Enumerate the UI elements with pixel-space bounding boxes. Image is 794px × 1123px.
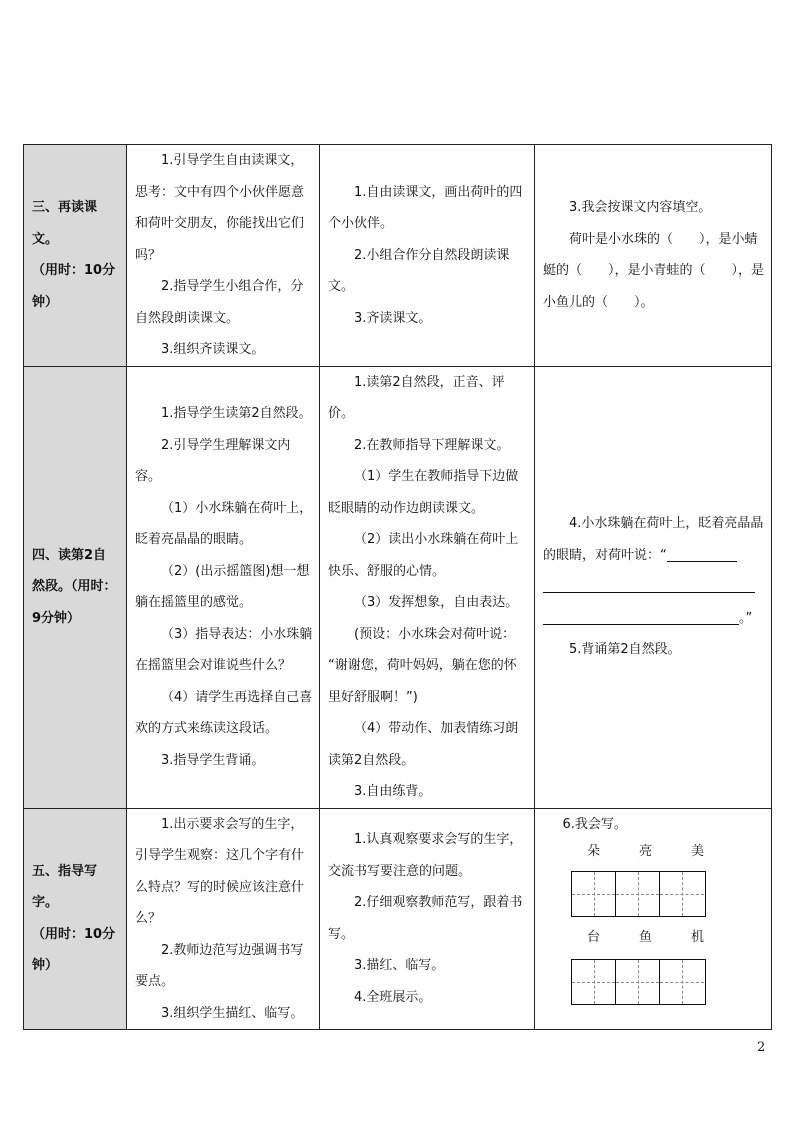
teacher-step: （4）请学生再选择自己喜欢的方式来练读这段话。	[135, 689, 313, 736]
student-step: 2.仔细观察教师范写，跟着书写。	[328, 895, 523, 942]
stage-title: 五、指导写字。	[32, 863, 98, 911]
table-row	[24, 145, 772, 367]
teacher-step: 3.指导学生背诵。	[161, 752, 265, 768]
student-activity-cell	[320, 366, 535, 808]
student-step: 1.认真观察要求会写的生字，交流书写要注意的问题。	[328, 832, 523, 879]
grid-cell[interactable]	[616, 960, 660, 1004]
practice-character: 亮	[639, 843, 653, 859]
grid-cell[interactable]	[660, 872, 704, 916]
teacher-step: 1.指导学生读第2自然段。	[161, 406, 312, 421]
practice-character: 台	[587, 929, 601, 945]
practice-character: 鱼	[639, 929, 653, 945]
teacher-step: （2）(出示摇篮图)想一想躺在摇篮里的感觉。	[135, 563, 310, 610]
student-step: 1.读第2自然段，正音、评价。	[328, 374, 505, 421]
teacher-step: 1.出示要求会写的生字，引导学生观察：这几个字有什么特点？写的时候应该注意什么？	[135, 816, 305, 926]
grid-cell[interactable]	[572, 872, 616, 916]
exercise-fill-text: 荷叶是小水珠的（ ），是小蜻蜓的（ ），是小青蛙的（ ），是小鱼儿的（ ）。	[543, 231, 765, 310]
writing-grid[interactable]	[571, 959, 706, 1005]
student-step: 1.自由读课文，画出荷叶的四个小伙伴。	[328, 184, 523, 231]
teacher-step: （1）小水珠躺在荷叶上，眨着亮晶晶的眼睛。	[135, 500, 313, 547]
grid-cell[interactable]	[616, 872, 660, 916]
lesson-plan-table	[23, 144, 772, 1030]
stage-time-unit: 钟）	[32, 294, 59, 310]
stage-time: （用时：10分	[32, 263, 116, 279]
answer-line-row	[543, 603, 765, 635]
practice-character: 机	[691, 929, 705, 945]
teacher-step: 3.组织齐读课文。	[161, 342, 265, 357]
page-number: 2	[757, 1040, 766, 1055]
writing-grid[interactable]	[571, 871, 706, 917]
stage-cell	[24, 366, 127, 808]
stage-time: 然段。（用时：	[32, 579, 117, 595]
stage-time: （用时：10分	[32, 926, 116, 942]
answer-blank[interactable]	[543, 592, 755, 593]
stage-time-unit: 钟）	[32, 958, 59, 974]
teacher-activity-cell	[127, 145, 320, 367]
teacher-activity-cell	[127, 366, 320, 808]
student-step: 2.在教师指导下理解课文。	[354, 437, 510, 453]
answer-blank[interactable]	[543, 624, 739, 625]
stage-cell	[24, 145, 127, 367]
exercise-item: 3.我会按课文内容填空。	[569, 200, 712, 216]
student-step: 3.自由练背。	[354, 784, 432, 799]
closing-quote: 。”	[739, 610, 753, 626]
grid-cell[interactable]	[572, 960, 616, 1004]
student-step: （4）带动作、加表情练习朗读第2自然段。	[328, 721, 519, 768]
student-step: 2.小组合作分自然段朗读课文。	[328, 247, 510, 294]
answer-line-row	[543, 571, 765, 603]
exercise-cell	[535, 808, 772, 1030]
exercise-cell	[535, 145, 772, 367]
writing-characters-row	[543, 839, 765, 865]
student-step: (预设：小水珠会对荷叶说：	[354, 626, 516, 642]
practice-character: 美	[691, 843, 705, 859]
teacher-step: 2.指导学生小组合作，分自然段朗读课文。	[135, 279, 304, 326]
exercise-item	[543, 508, 765, 571]
exercise-item: 5.背诵第2自然段。	[569, 642, 681, 658]
student-step: “谢谢您，荷叶妈妈，躺在您的怀里好舒服啊！”)	[328, 658, 517, 705]
teacher-step: 3.组织学生描红、临写。	[161, 1005, 304, 1021]
student-activity-cell	[320, 808, 535, 1030]
stage-title: 三、再读课文。	[32, 200, 98, 247]
grid-cell[interactable]	[660, 960, 704, 1004]
student-step: （1）学生在教师指导下边做眨眼睛的动作边朗读课文。	[328, 469, 519, 516]
practice-character: 朵	[587, 843, 601, 859]
student-step: （2）读出小水珠躺在荷叶上快乐、舒服的心情。	[328, 532, 519, 579]
stage-time-unit: 9分钟）	[32, 610, 81, 626]
stage-cell	[24, 808, 127, 1030]
exercise-prompt: 4.小水珠躺在荷叶上，眨着亮晶晶的眼睛，对荷叶说：“	[543, 516, 764, 563]
student-step: 4.全班展示。	[354, 989, 432, 1005]
teacher-step: 2.引导学生理解课文内容。	[135, 437, 291, 484]
answer-blank[interactable]	[667, 561, 737, 562]
exercise-item: 6.我会写。	[562, 816, 627, 832]
writing-characters-row	[543, 923, 765, 953]
teacher-activity-cell	[127, 808, 320, 1030]
student-activity-cell	[320, 145, 535, 367]
table-row	[24, 366, 772, 808]
exercise-cell	[535, 366, 772, 808]
teacher-step: 1.引导学生自由读课文，思考：文中有四个小伙伴愿意和荷叶交朋友，你能找出它们吗？	[135, 153, 305, 263]
student-step: 3.描红、临写。	[354, 958, 445, 974]
student-step: 3.齐读课文。	[354, 310, 432, 326]
table-row	[24, 808, 772, 1030]
student-step: （3）发挥想象，自由表达。	[354, 595, 519, 610]
stage-title: 四、读第2自	[32, 547, 107, 563]
teacher-step: 2.教师边范写边强调书写要点。	[135, 942, 304, 989]
teacher-step: （3）指导表达：小水珠躺在摇篮里会对谁说些什么？	[135, 626, 313, 673]
